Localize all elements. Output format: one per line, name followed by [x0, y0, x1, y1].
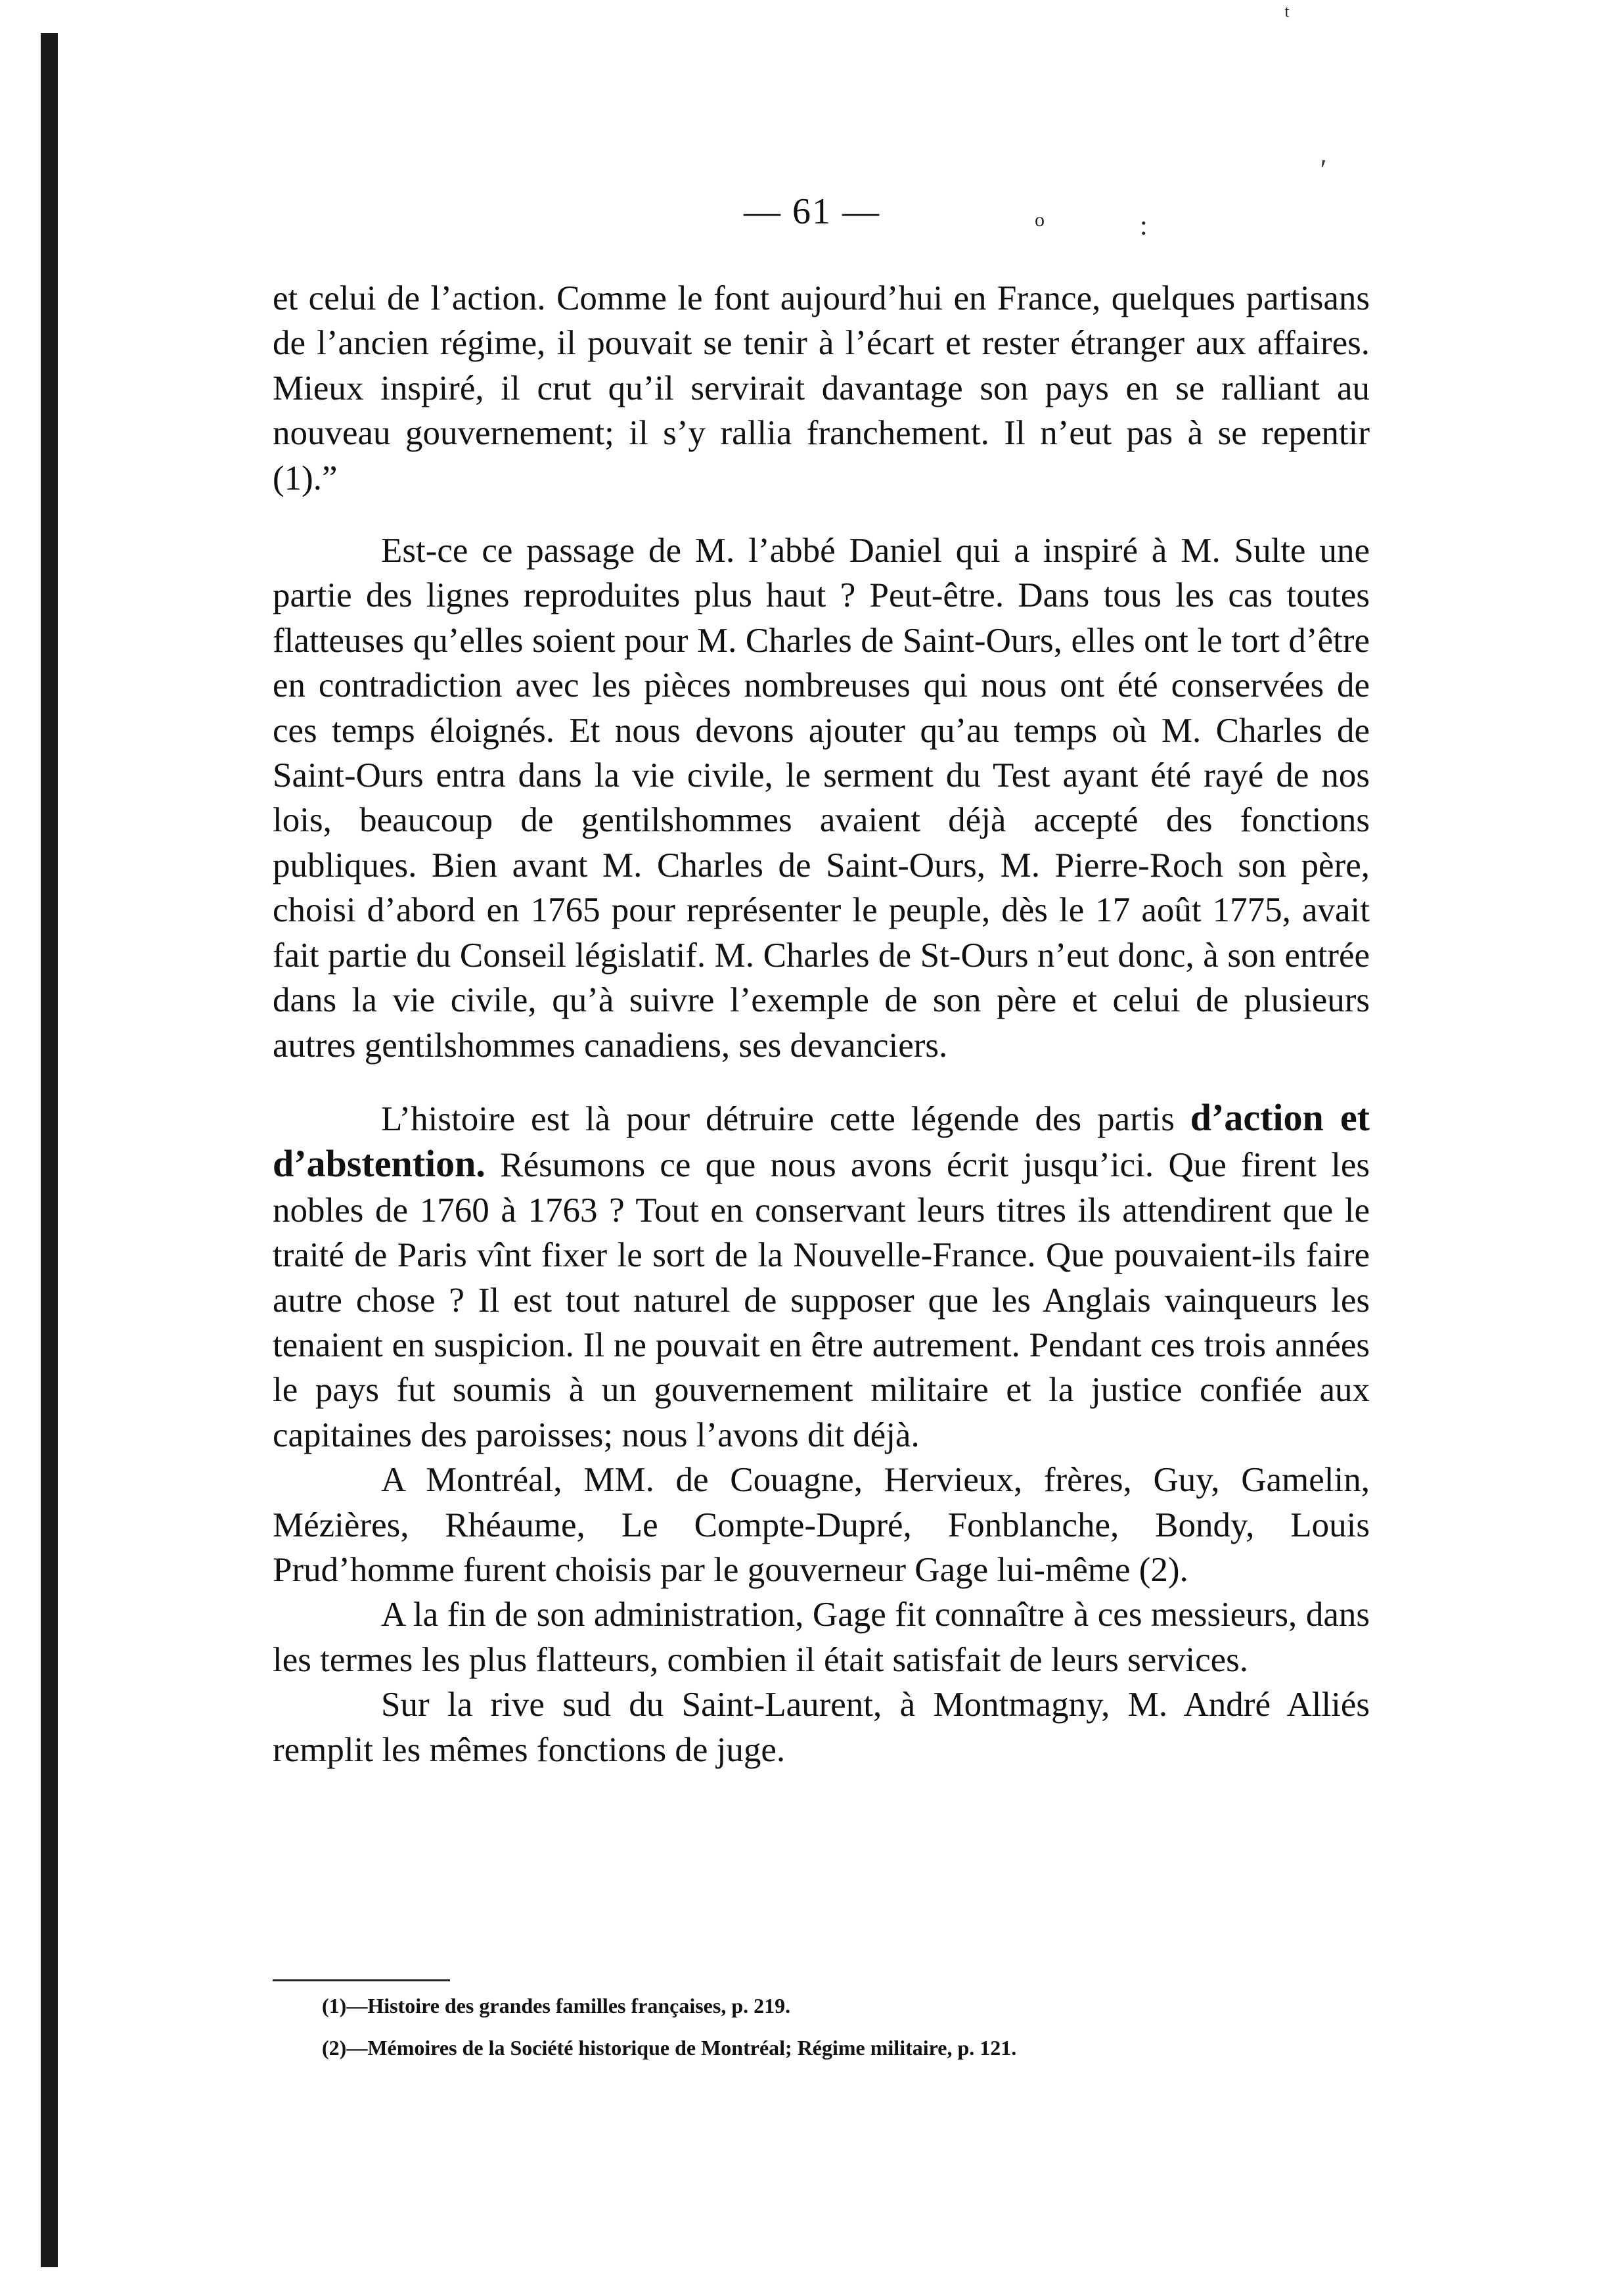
paragraph-3 [273, 1095, 1370, 1458]
page-number: — 61 — [744, 191, 880, 232]
scan-speck: o [1035, 209, 1045, 231]
scan-speck: : [1140, 211, 1148, 241]
footnote-2: (2)—Mémoires de la Société historique de Montréal; Régime militaire, p. 121. [322, 2036, 1017, 2060]
scan-speck: ᵗ [1284, 1, 1290, 31]
body-text [273, 276, 1370, 1772]
footnote-rule [273, 1979, 450, 1981]
paragraph-1: et celui de l’action. Comme le font aujourd’hui en France, quelques partisans de l’ancien régime, il pouvait se tenir à l’écart et rester étranger aux affaires. Mieux inspiré, il crut qu’il servirait davantage son pays en se ralliant au nouveau gouvernement; il s’y rallia franchement. Il n’eut pas à se repentir (1).” [273, 279, 1370, 497]
paragraph-5: A la fin de son administration, Gage fit connaître à ces messieurs, dans les termes les plus flatteurs, combien il était satisfait de leurs services. [273, 1596, 1370, 1679]
paragraph-2: Est-ce ce passage de M. l’abbé Daniel qui a inspiré à M. Sulte une partie des lignes reproduites plus haut ? Peut-être. Dans tous les cas toutes flatteuses qu’elles soient pour M. Charles de Saint-Ours, elles ont le tort d’être en contradiction avec les pièces nombreuses qui nous ont été conservées de ces temps éloignés. Et nous devons ajouter qu’au temps où M. Charles de Saint-Ours entra dans la vie civile, le serment du Test ayant été rayé de nos lois, beaucoup de gentilshommes avaient déjà accepté des fonctions publiques. Bien avant M. Charles de Saint-Ours, M. Pierre-Roch son père, choisi d’abord en 1765 pour représenter le peuple, dès le 17 août 1775, avait fait partie du Conseil législatif. M. Charles de St-Ours n’eut donc, à son entrée dans la vie civile, qu’à suivre l’exemple de son père et celui de plusieurs autres gentilshommes canadiens, ses devanciers. [273, 532, 1370, 1065]
emphasis-text: d’action et d’abstention. [273, 1095, 1370, 1186]
scan-speck: ʹ [1320, 155, 1327, 185]
paragraph-3-start: L’histoire est là pour détruire cette légende des partis [381, 1099, 1190, 1138]
paragraph-6: Sur la rive sud du Saint-Laurent, à Montmagny, M. André Alliés remplit les mêmes fonctions de juge. [273, 1686, 1370, 1769]
paragraph-3-end: Résumons ce que nous avons écrit jusqu’ici. Que firent les nobles de 1760 à 1763 ? Tout en conservant leurs titres ils attendirent que le traité de Paris vînt fixer le sort de la Nouvelle-France. Que pouvaient-ils faire autre chose ? Il est tout naturel de supposer que les Anglais vainqueurs les tenaient en suspicion. Il ne pouvait en être autrement. Pendant ces trois années le pays fut soumis à un gouvernement militaire et la justice confiée aux capitaines des paroisses; nous l’avons dit déjà. [273, 1146, 1370, 1454]
paragraph-4: A Montréal, MM. de Couagne, Hervieux, frères, Guy, Gamelin, Mézières, Rhéaume, Le Compte-Dupré, Fonblanche, Bondy, Louis Prud’homme furent choisis par le gouverneur Gage lui-même (2). [273, 1461, 1370, 1589]
footnotes [322, 1985, 1406, 2069]
footnote-1: (1)—Histoire des grandes familles françaises, p. 219. [322, 1994, 791, 2017]
binding-edge [41, 33, 58, 2267]
